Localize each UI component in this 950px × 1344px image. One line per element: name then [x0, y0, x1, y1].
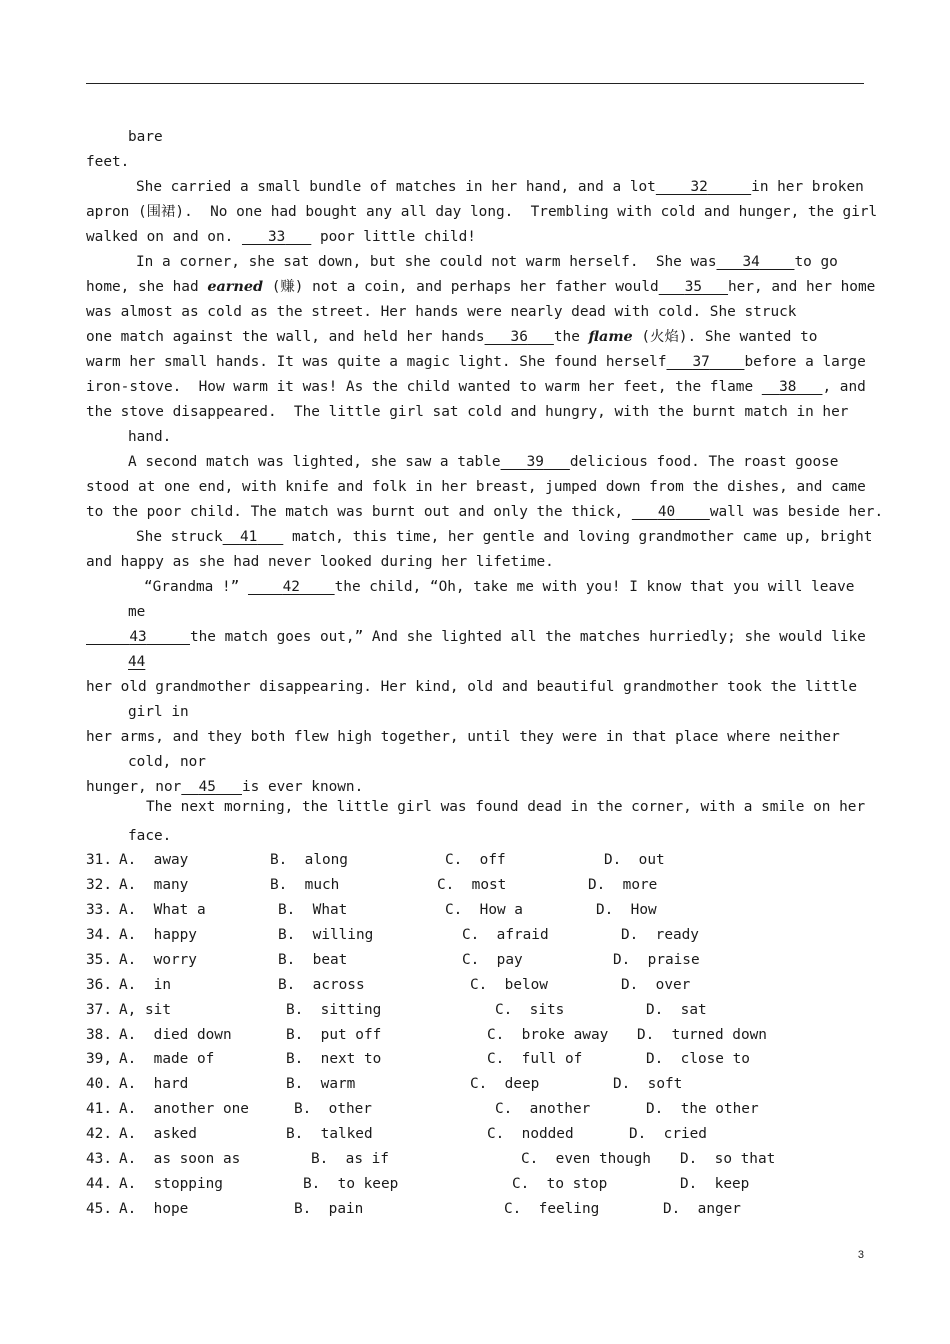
- word-earned: earned: [207, 278, 264, 295]
- passage-line: warm her small hands. It was quite a magic light. She found herself 37 before a large: [86, 354, 866, 370]
- blank-34: 34: [742, 254, 760, 270]
- blank-44: 44: [128, 654, 146, 670]
- option-c: C. feeling: [504, 1201, 600, 1217]
- option-a: A. asked: [119, 1126, 197, 1142]
- word-flame: flame: [588, 328, 633, 345]
- option-d: D. praise: [613, 952, 700, 968]
- passage-line: her old grandmother disappearing. Her kind, old and beautiful grandmother took the little: [86, 679, 858, 695]
- passage-line: one match against the wall, and held her hands 36 the flame (火焰). She wanted to: [86, 328, 818, 345]
- passage-line: me: [128, 604, 146, 620]
- passage-line: She struck 41 match, this time, her gentle and loving grandmother came up, bright: [136, 529, 873, 545]
- option-d: D. How: [596, 902, 657, 918]
- option-b: B. along: [270, 852, 348, 868]
- page-number: 3: [857, 1249, 864, 1261]
- option-c: C. even though: [521, 1151, 651, 1167]
- option-d: D. ready: [621, 927, 699, 943]
- option-b: B. other: [294, 1101, 372, 1117]
- option-b: B. sitting: [286, 1002, 382, 1018]
- passage-line: iron-stove. How warm it was! As the child wanted to warm her feet, the flame 38 , and: [86, 379, 866, 395]
- option-d: D. more: [588, 877, 658, 893]
- question-number: 45.: [86, 1201, 112, 1217]
- option-c: C. full of: [487, 1051, 583, 1067]
- blank-35: 35: [684, 279, 703, 295]
- option-a: A, sit: [119, 1002, 171, 1018]
- passage-line: her arms, and they both flew high together, until they were in that place where neither: [86, 729, 840, 745]
- passage-line: home, she had earned (赚) not a coin, and perhaps her father would 35 her, and her home: [86, 278, 876, 295]
- option-a: A. away: [119, 852, 189, 868]
- question-number: 38.: [86, 1027, 112, 1043]
- blank-33: 33: [267, 229, 286, 245]
- option-a: A. made of: [119, 1051, 215, 1067]
- option-c: C. nodded: [487, 1126, 574, 1142]
- option-c: C. off: [445, 852, 506, 868]
- header-rule: [86, 83, 864, 84]
- passage-line: was almost as cold as the street. Her hands were nearly dead with cold. She struck: [86, 304, 797, 320]
- option-b: B. much: [270, 877, 340, 893]
- passage-line: “Grandma !” 42 the child, “Oh, take me with you! I know that you will leave: [144, 579, 855, 595]
- question-number: 41.: [86, 1101, 112, 1117]
- option-a: A. as soon as: [119, 1151, 241, 1167]
- blank-42: 42: [282, 579, 300, 595]
- option-c: C. How a: [445, 902, 523, 918]
- question-number: 31.: [86, 852, 112, 868]
- option-d: D. keep: [680, 1176, 750, 1192]
- option-a: A. What a: [119, 902, 206, 918]
- option-a: A. hard: [119, 1076, 189, 1092]
- option-a: A. worry: [119, 952, 197, 968]
- option-b: B. warm: [286, 1076, 356, 1092]
- passage-line: the stove disappeared. The little girl sat cold and hungry, with the burnt match in her: [86, 404, 849, 420]
- blank-39: 39: [526, 454, 544, 470]
- option-c: C. pay: [462, 952, 523, 968]
- blank-41: 41: [239, 529, 258, 545]
- blank-37: 37: [692, 354, 710, 370]
- passage-line: She carried a small bundle of matches in her hand, and a lot 32 in her broken: [136, 179, 864, 195]
- option-c: C. below: [470, 977, 548, 993]
- blank-36: 36: [510, 329, 528, 345]
- option-d: D. turned down: [637, 1027, 767, 1043]
- question-number: 35.: [86, 952, 112, 968]
- option-b: B. across: [278, 977, 365, 993]
- question-number: 44.: [86, 1176, 112, 1192]
- option-a: A. in: [119, 977, 171, 993]
- option-d: D. so that: [680, 1151, 776, 1167]
- passage-line: hunger, nor 45 is ever known.: [86, 779, 364, 795]
- option-b: B. as if: [311, 1151, 389, 1167]
- question-number: 36.: [86, 977, 112, 993]
- blank-45: 45: [198, 779, 216, 795]
- option-d: D. out: [604, 852, 665, 868]
- option-b: B. talked: [286, 1126, 373, 1142]
- option-a: A. many: [119, 877, 189, 893]
- passage-line: cold, nor: [128, 754, 206, 770]
- question-number: 33.: [86, 902, 112, 918]
- option-b: B. next to: [286, 1051, 382, 1067]
- question-number: 42.: [86, 1126, 112, 1142]
- option-d: D. over: [621, 977, 691, 993]
- option-b: B. willing: [278, 927, 374, 943]
- option-d: D. anger: [663, 1201, 741, 1217]
- option-b: B. to keep: [303, 1176, 399, 1192]
- passage-line: and happy as she had never looked during her lifetime.: [86, 554, 554, 570]
- option-a: A. stopping: [119, 1176, 223, 1192]
- passage-line: walked on and on. 33 poor little child!: [86, 229, 476, 245]
- option-b: B. put off: [286, 1027, 382, 1043]
- option-c: C. sits: [495, 1002, 565, 1018]
- question-number: 40.: [86, 1076, 112, 1092]
- passage-line: In a corner, she sat down, but she could not warm herself. She was 34 to go: [136, 254, 838, 270]
- passage-line: girl in: [128, 704, 189, 720]
- question-number: 32.: [86, 877, 112, 893]
- passage-line: face.: [128, 828, 172, 844]
- option-d: D. cried: [629, 1126, 707, 1142]
- passage-line: 43 the match goes out,” And she lighted all the matches hurriedly; she would like: [129, 629, 866, 645]
- option-a: A. happy: [119, 927, 197, 943]
- option-b: B. beat: [278, 952, 348, 968]
- option-c: C. deep: [470, 1076, 540, 1092]
- option-d: D. close to: [646, 1051, 750, 1067]
- question-number: 37.: [86, 1002, 112, 1018]
- option-c: C. to stop: [512, 1176, 608, 1192]
- question-number: 34.: [86, 927, 112, 943]
- passage-line: bare: [128, 129, 163, 145]
- blank-40: 40: [657, 504, 676, 520]
- passage-line: A second match was lighted, she saw a table 39 delicious food. The roast goose: [128, 454, 839, 470]
- option-c: C. most: [437, 877, 507, 893]
- question-number: 39,: [86, 1051, 112, 1067]
- option-c: C. another: [495, 1101, 591, 1117]
- blank-43: 43: [129, 629, 147, 645]
- passage-line: feet.: [86, 154, 130, 170]
- passage-line: to the poor child. The match was burnt out and only the thick, 40 wall was beside her.: [86, 504, 884, 520]
- passage-line: [128, 653, 145, 671]
- passage-line: hand.: [128, 429, 172, 445]
- option-d: D. sat: [646, 1002, 707, 1018]
- option-d: D. the other: [646, 1101, 759, 1117]
- question-number: 43.: [86, 1151, 112, 1167]
- option-b: B. pain: [294, 1201, 364, 1217]
- option-a: A. hope: [119, 1201, 189, 1217]
- passage-line: apron (围裙). No one had bought any all day long. Trembling with cold and hunger, the girl: [86, 204, 878, 220]
- option-c: C. broke away: [487, 1027, 609, 1043]
- option-c: C. afraid: [462, 927, 549, 943]
- passage-line: stood at one end, with knife and folk in her breast, jumped down from the dishes, and came: [86, 479, 866, 495]
- blank-32: 32: [690, 179, 708, 195]
- passage-line: The next morning, the little girl was found dead in the corner, with a smile on her: [146, 799, 866, 815]
- option-d: D. soft: [613, 1076, 683, 1092]
- option-b: B. What: [278, 902, 348, 918]
- blank-38: 38: [779, 379, 797, 395]
- option-a: A. died down: [119, 1027, 232, 1043]
- option-a: A. another one: [119, 1101, 249, 1117]
